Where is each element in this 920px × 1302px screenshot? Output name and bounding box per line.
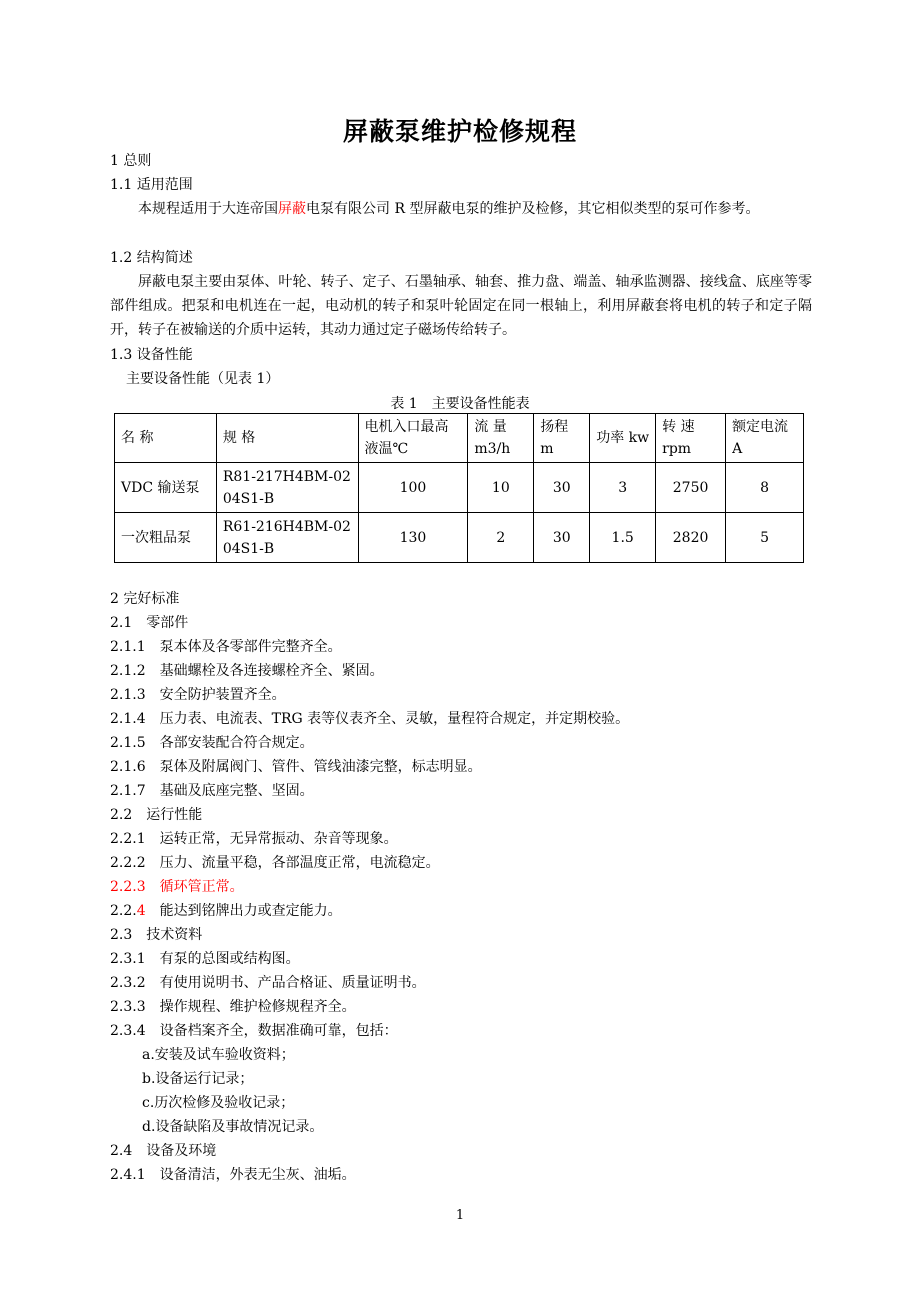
sub-list-item: a.安装及试车验收资料；: [142, 1047, 295, 1063]
cell-flow: 2: [468, 513, 534, 563]
item-text: 能达到铭牌出力或查定能力。: [145, 903, 342, 919]
list-item: 2.3.1 有泵的总图或结构图。: [110, 951, 300, 967]
sub-list-item: c.历次检修及验收记录；: [142, 1095, 295, 1111]
header-speed: 转 速 rpm: [656, 414, 726, 463]
section-1-3-heading: 1.3 设备性能: [110, 347, 193, 363]
header-spec: 规 格: [216, 414, 358, 463]
list-item: 2.4.1 设备清洁，外表无尘灰、油垢。: [110, 1167, 356, 1183]
page-number: 1: [455, 1208, 465, 1223]
cell-max-temp: 130: [358, 513, 468, 563]
paragraph-scope: [110, 197, 812, 221]
cell-current: 8: [726, 463, 804, 513]
list-item: 2.2.2 压力、流量平稳，各部温度正常，电流稳定。: [110, 855, 440, 871]
header-power: 功率 kw: [590, 414, 656, 463]
list-item: 2.1.6 泵体及附属阀门、管件、管线油漆完整，标志明显。: [110, 759, 482, 775]
list-item: [110, 900, 342, 922]
section-1-1-heading: 1.1 适用范围: [110, 177, 193, 193]
list-item: 2.3.3 操作规程、维护检修规程齐全。: [110, 999, 356, 1015]
cell-speed: 2820: [656, 513, 726, 563]
cell-max-temp: 100: [358, 463, 468, 513]
cell-power: 3: [590, 463, 656, 513]
scope-text-b: 电泵有限公司 R 型屏蔽电泵的维护及检修，其它相似类型的泵可作参考。: [306, 201, 760, 217]
header-head: 扬程 m: [534, 414, 590, 463]
list-item-highlighted: 2.2.3 循环管正常。: [110, 879, 244, 895]
cell-speed: 2750: [656, 463, 726, 513]
list-item: 2.3.2 有使用说明书、产品合格证、质量证明书。: [110, 975, 426, 991]
section-2-4-heading: 2.4 设备及环境: [110, 1143, 217, 1159]
sub-list-item: d.设备缺陷及事故情况记录。: [142, 1119, 324, 1135]
section-1-2-heading: 1.2 结构简述: [110, 250, 193, 266]
cell-current: 5: [726, 513, 804, 563]
cell-spec: R81-217H4BM-0204S1-B: [216, 463, 358, 513]
table-row: [115, 463, 804, 513]
header-flow: 流 量 m3/h: [468, 414, 534, 463]
list-item: 2.1.1 泵本体及各零部件完整齐全。: [110, 639, 342, 655]
performance-intro: 主要设备性能（见表 1）: [126, 371, 280, 387]
paragraph-structure: 屏蔽电泵主要由泵体、叶轮、转子、定子、石墨轴承、轴套、推力盘、端盖、轴承监测器、接线盒、底座等零部件组成。把泵和电机连在一起，电动机的转子和泵叶轮固定在同一根轴上，利用屏蔽套将电机的转子和定子隔开，转子在被输送的介质中运转，其动力通过定子磁场传给转子。: [110, 274, 812, 338]
table-caption: 表 1 主要设备性能表: [390, 396, 530, 412]
list-item: 2.1.4 压力表、电流表、TRG 表等仪表齐全、灵敏，量程符合规定，并定期校验。: [110, 711, 630, 727]
table-row: [115, 513, 804, 563]
section-2-1-heading: 2.1 零部件: [110, 615, 189, 631]
section-2-3-heading: 2.3 技术资料: [110, 927, 203, 943]
header-max-temp: 电机入口最高液温℃: [358, 414, 468, 463]
sub-list-item: b.设备运行记录；: [142, 1071, 254, 1087]
header-current: 额定电流 A: [726, 414, 804, 463]
list-item: 2.1.7 基础及底座完整、坚固。: [110, 783, 314, 799]
cell-power: 1.5: [590, 513, 656, 563]
scope-text-a: 本规程适用于大连帝国: [138, 201, 278, 217]
list-item: 2.1.3 安全防护装置齐全。: [110, 687, 286, 703]
list-item: 2.3.4 设备档案齐全，数据准确可靠，包括：: [110, 1023, 398, 1039]
cell-flow: 10: [468, 463, 534, 513]
section-2-2-heading: 2.2 运行性能: [110, 807, 203, 823]
list-item: 2.1.5 各部安装配合符合规定。: [110, 735, 314, 751]
performance-table: [114, 413, 804, 563]
cell-name: VDC 输送泵: [115, 463, 217, 513]
scope-text-highlight: 屏蔽: [278, 201, 306, 217]
list-item: 2.2.1 运转正常，无异常振动、杂音等现象。: [110, 831, 398, 847]
cell-head: 30: [534, 513, 590, 563]
table-header-row: [115, 414, 804, 463]
cell-name: 一次粗品泵: [115, 513, 217, 563]
header-name: 名 称: [115, 414, 217, 463]
cell-head: 30: [534, 463, 590, 513]
item-number: 2.2.: [110, 903, 137, 919]
cell-spec: R61-216H4BM-0204S1-B: [216, 513, 358, 563]
list-item: 2.1.2 基础螺栓及各连接螺栓齐全、紧固。: [110, 663, 384, 679]
section-1-heading: 1 总则: [110, 153, 152, 169]
section-2-heading: 2 完好标准: [110, 591, 180, 607]
item-number-highlight: 4: [136, 903, 146, 919]
page-title: 屏蔽泵维护检修规程: [342, 117, 577, 146]
